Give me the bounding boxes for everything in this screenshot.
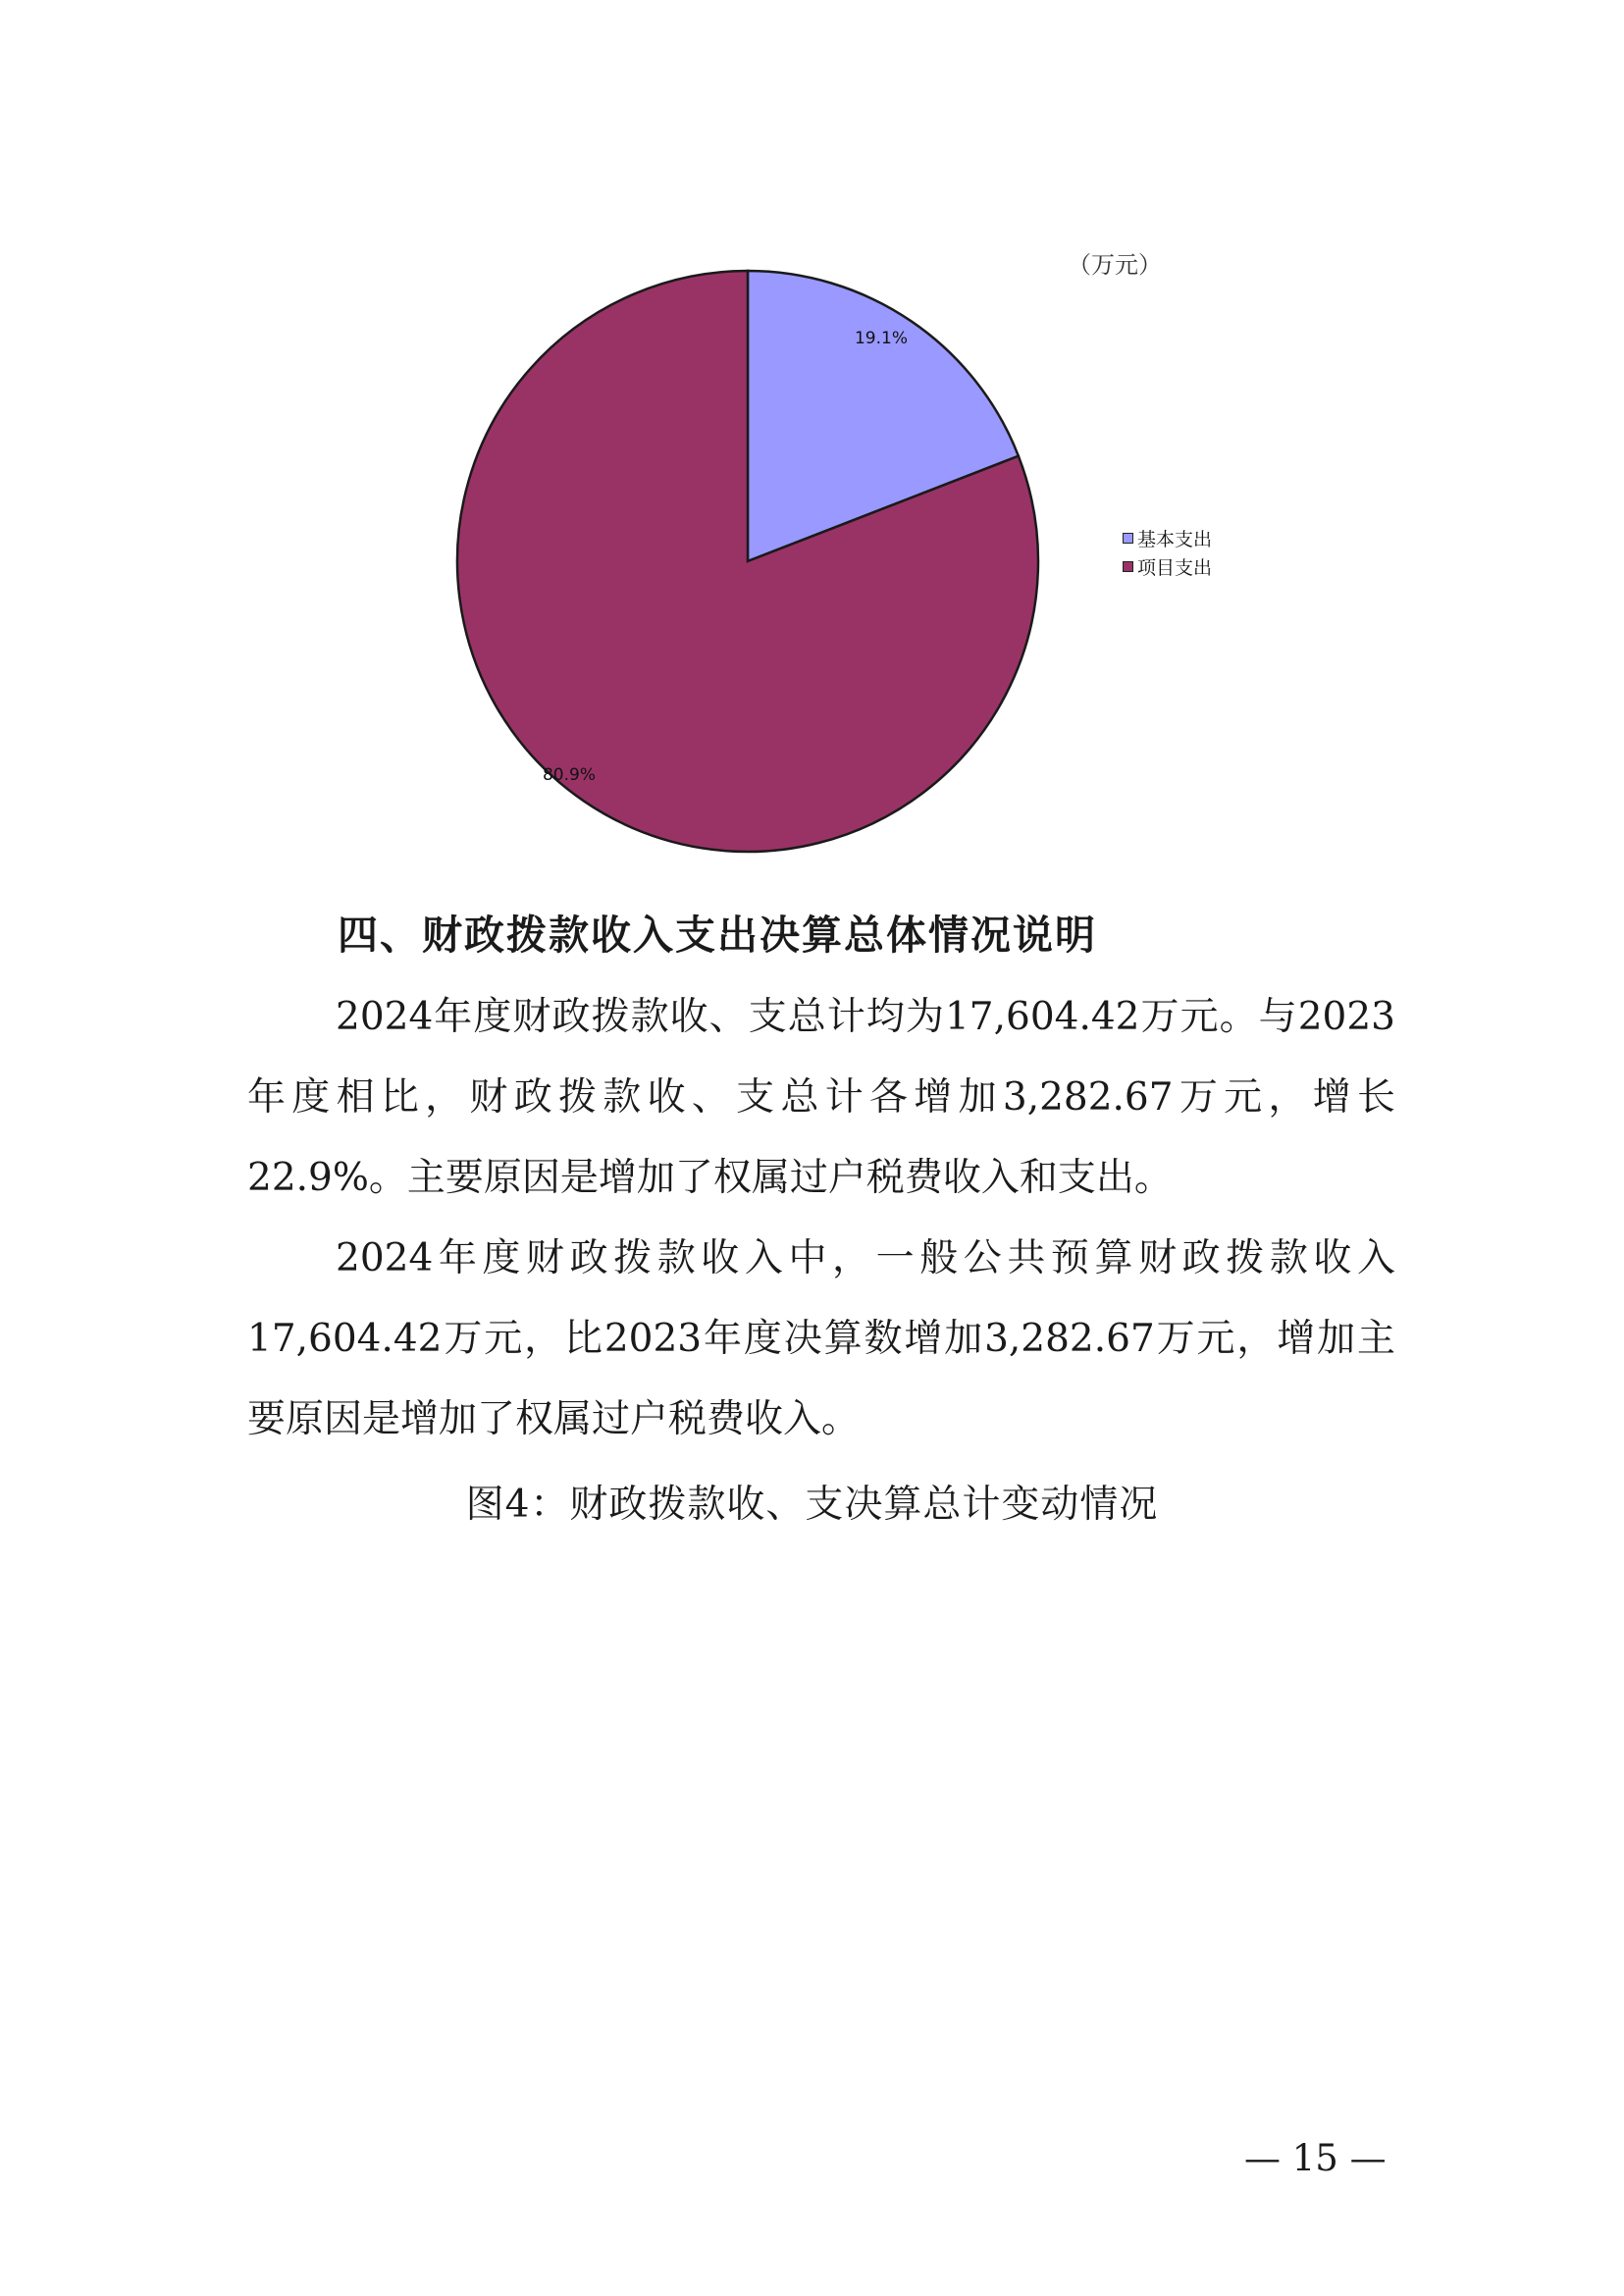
page-number: — 15 — (1244, 2137, 1387, 2179)
legend-label-basic: 基本支出 (1137, 529, 1213, 550)
section-heading: 四、财政拨款收入支出决算总体情况说明 (338, 912, 1097, 959)
legend-item-project (1123, 552, 1212, 581)
paragraph-1: 2024年度财政拨款收、支总计均为17,604.42万元。与2023年度相比，财政拨款收、支总计各增加3,282.67万元，增长22.9%。主要原因是增加了权属过户税费收入和支出。 (247, 995, 1395, 1200)
data-label-project: 80.9% (542, 765, 597, 785)
data-label-basic: 19.1% (854, 329, 909, 348)
pie-chart-svg (0, 0, 1624, 883)
legend-item-basic (1123, 524, 1212, 552)
legend-swatch-project (1123, 561, 1133, 572)
chart-legend (1123, 524, 1212, 581)
chart-unit-label: （万元） (1068, 251, 1162, 279)
legend-swatch-basic (1123, 533, 1133, 544)
figure-caption: 图4：财政拨款收、支决算总计变动情况 (465, 1483, 1159, 1527)
paragraph-2: 2024年度财政拨款收入中，一般公共预算财政拨款收入17,604.42万元，比2023年度决算数增加3,282.67万元，增加主要原因是增加了权属过户税费收入。 (247, 1236, 1395, 1441)
pie-chart (0, 0, 1624, 883)
legend-label-project: 项目支出 (1137, 557, 1213, 579)
